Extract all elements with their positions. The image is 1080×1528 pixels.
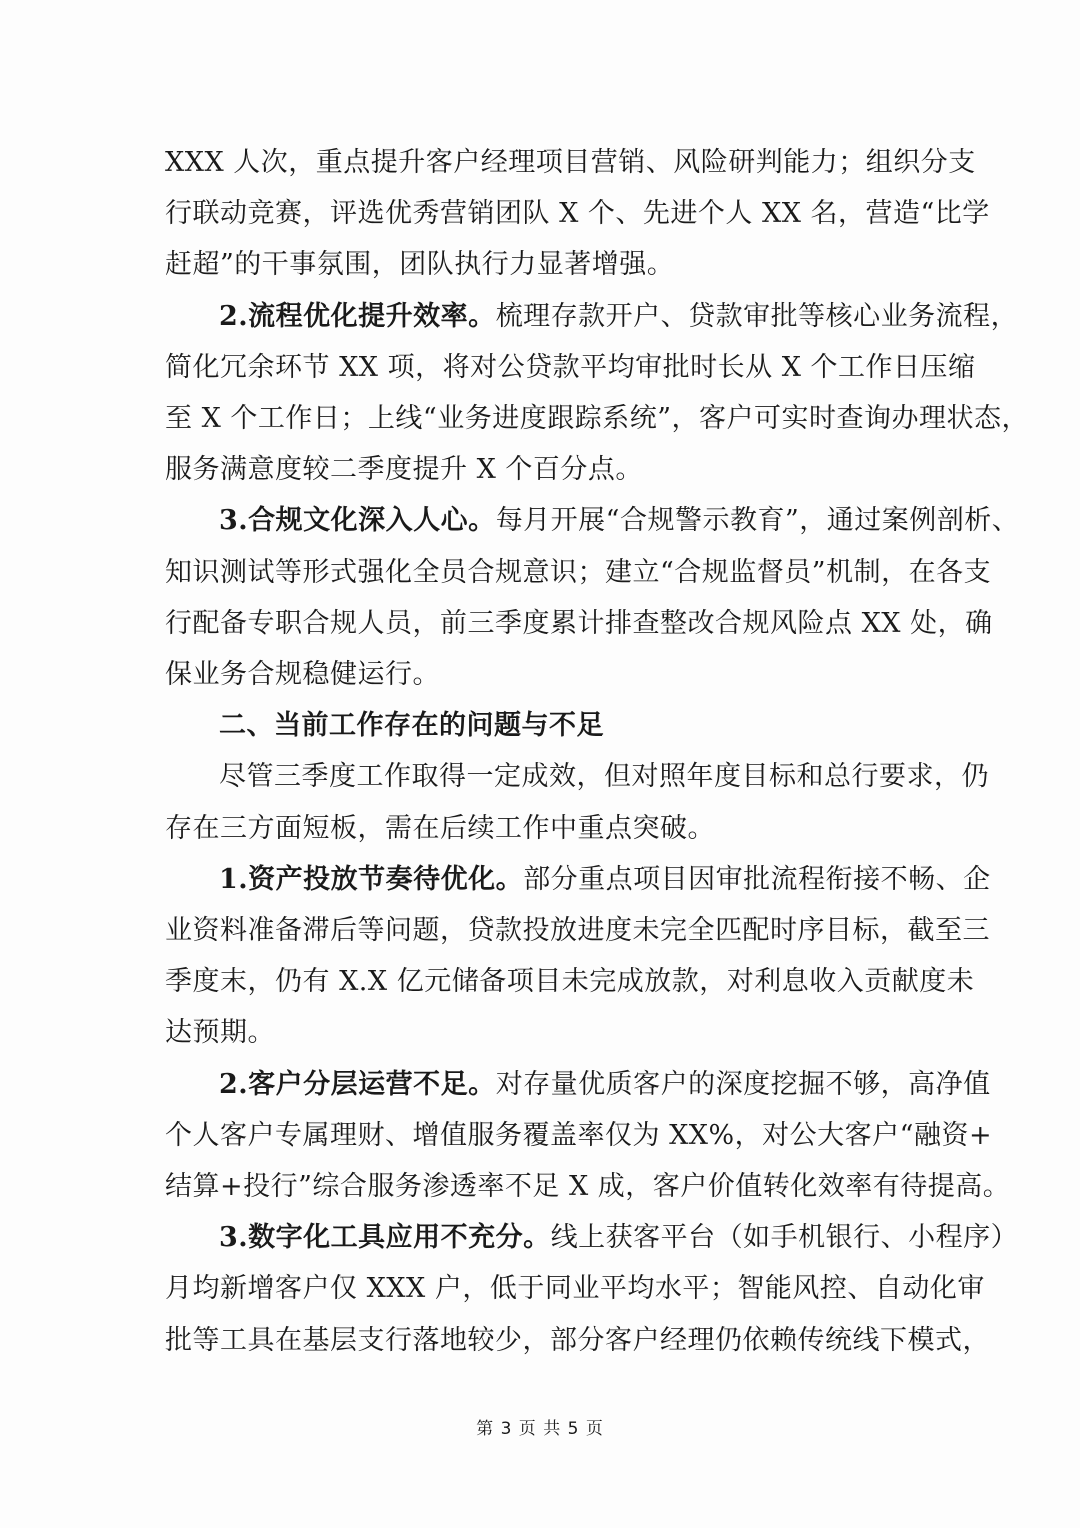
text-line: 业资料准备滞后等问题，贷款投放进度未完全匹配时序目标，截至三 xyxy=(165,915,990,947)
text-segment: 对存量优质客户的深度挖掘不够，高净值 xyxy=(495,1068,991,1100)
paragraph-lead: 1.资产投放节奏待优化。 xyxy=(219,863,524,895)
text-line: 结算+投行”综合服务渗透率不足 X 成，客户价值转化效率有待提高。 xyxy=(165,1171,1011,1203)
text-line: 行配备专职合规人员，前三季度累计排查整改合规风险点 XX 处，确 xyxy=(165,607,993,639)
text-line: XXX 人次，重点提升客户经理项目营销、风险研判能力；组织分支 xyxy=(165,147,976,178)
paragraph-lead: 3.合规文化深入人心。 xyxy=(219,505,496,537)
document-body xyxy=(165,137,1029,1366)
text-line: 简化冗余环节 XX 项，将对公贷款平均审批时长从 X 个工作日压缩 xyxy=(165,351,976,383)
text-line xyxy=(165,854,991,905)
text-line: 至 X 个工作日；上线“业务进度跟踪系统”，客户可实时查询办理状态， xyxy=(165,403,1029,435)
text-line xyxy=(165,1059,991,1110)
text-line xyxy=(165,1212,1019,1263)
paragraph-digital-tools xyxy=(165,1212,1019,1366)
paragraph-asset-deployment xyxy=(165,854,991,1059)
text-line: 达预期。 xyxy=(165,1017,275,1049)
paragraph-lead: 2.客户分层运营不足。 xyxy=(219,1068,496,1100)
text-segment: 每月开展“合规警示教育”，通过案例剖析、 xyxy=(495,505,1020,537)
paragraph-lead: 2.流程优化提升效率。 xyxy=(219,300,496,332)
text-line: 季度末，仍有 X.X 亿元储备项目未完成放款，对利息收入贡献度未 xyxy=(165,966,975,998)
text-segment: 梳理存款开户、贷款审批等核心业务流程， xyxy=(495,300,1019,332)
text-line: 赶超”的干事氛围，团队执行力显著增强。 xyxy=(165,249,675,281)
text-line: 存在三方面短板，需在后续工作中重点突破。 xyxy=(165,812,715,844)
paragraph-process-optimization xyxy=(165,291,1029,496)
text-segment: 线上获客平台（如手机银行、小程序） xyxy=(550,1222,1019,1254)
page-number: 第 3 页 共 5 页 xyxy=(476,1419,604,1439)
text-segment: 部分重点项目因审批流程衔接不畅、企 xyxy=(523,863,991,895)
text-line: 个人客户专属理财、增值服务覆盖率仅为 XX%，对公大客户“融资+ xyxy=(165,1119,993,1151)
text-line: 月均新增客户仅 XXX 户，低于同业平均水平；智能风控、自动化审 xyxy=(165,1273,985,1305)
text-line xyxy=(165,495,1020,546)
text-line xyxy=(165,291,1019,342)
paragraph-customer-operations xyxy=(165,1059,1011,1213)
text-line: 批等工具在基层支行落地较少，部分客户经理仍依赖传统线下模式， xyxy=(165,1324,990,1356)
paragraph-lead: 3.数字化工具应用不充分。 xyxy=(219,1222,551,1254)
paragraph-section-intro xyxy=(165,751,989,853)
paragraph-compliance-culture xyxy=(165,495,1020,700)
text-line: 保业务合规稳健运行。 xyxy=(165,659,440,691)
text-line: 服务满意度较二季度提升 X 个百分点。 xyxy=(165,454,643,486)
paragraph-continuation xyxy=(165,137,990,291)
text-line: 知识测试等形式强化全员合规意识；建立“合规监督员”机制，在各支 xyxy=(165,556,992,588)
section-heading: 二、当前工作存在的问题与不足 xyxy=(219,710,604,742)
text-line: 尽管三季度工作取得一定成效，但对照年度目标和总行要求，仍 xyxy=(219,761,989,793)
text-line: 行联动竞赛，评选优秀营销团队 X 个、先进个人 XX 名，营造“比学 xyxy=(165,198,990,230)
